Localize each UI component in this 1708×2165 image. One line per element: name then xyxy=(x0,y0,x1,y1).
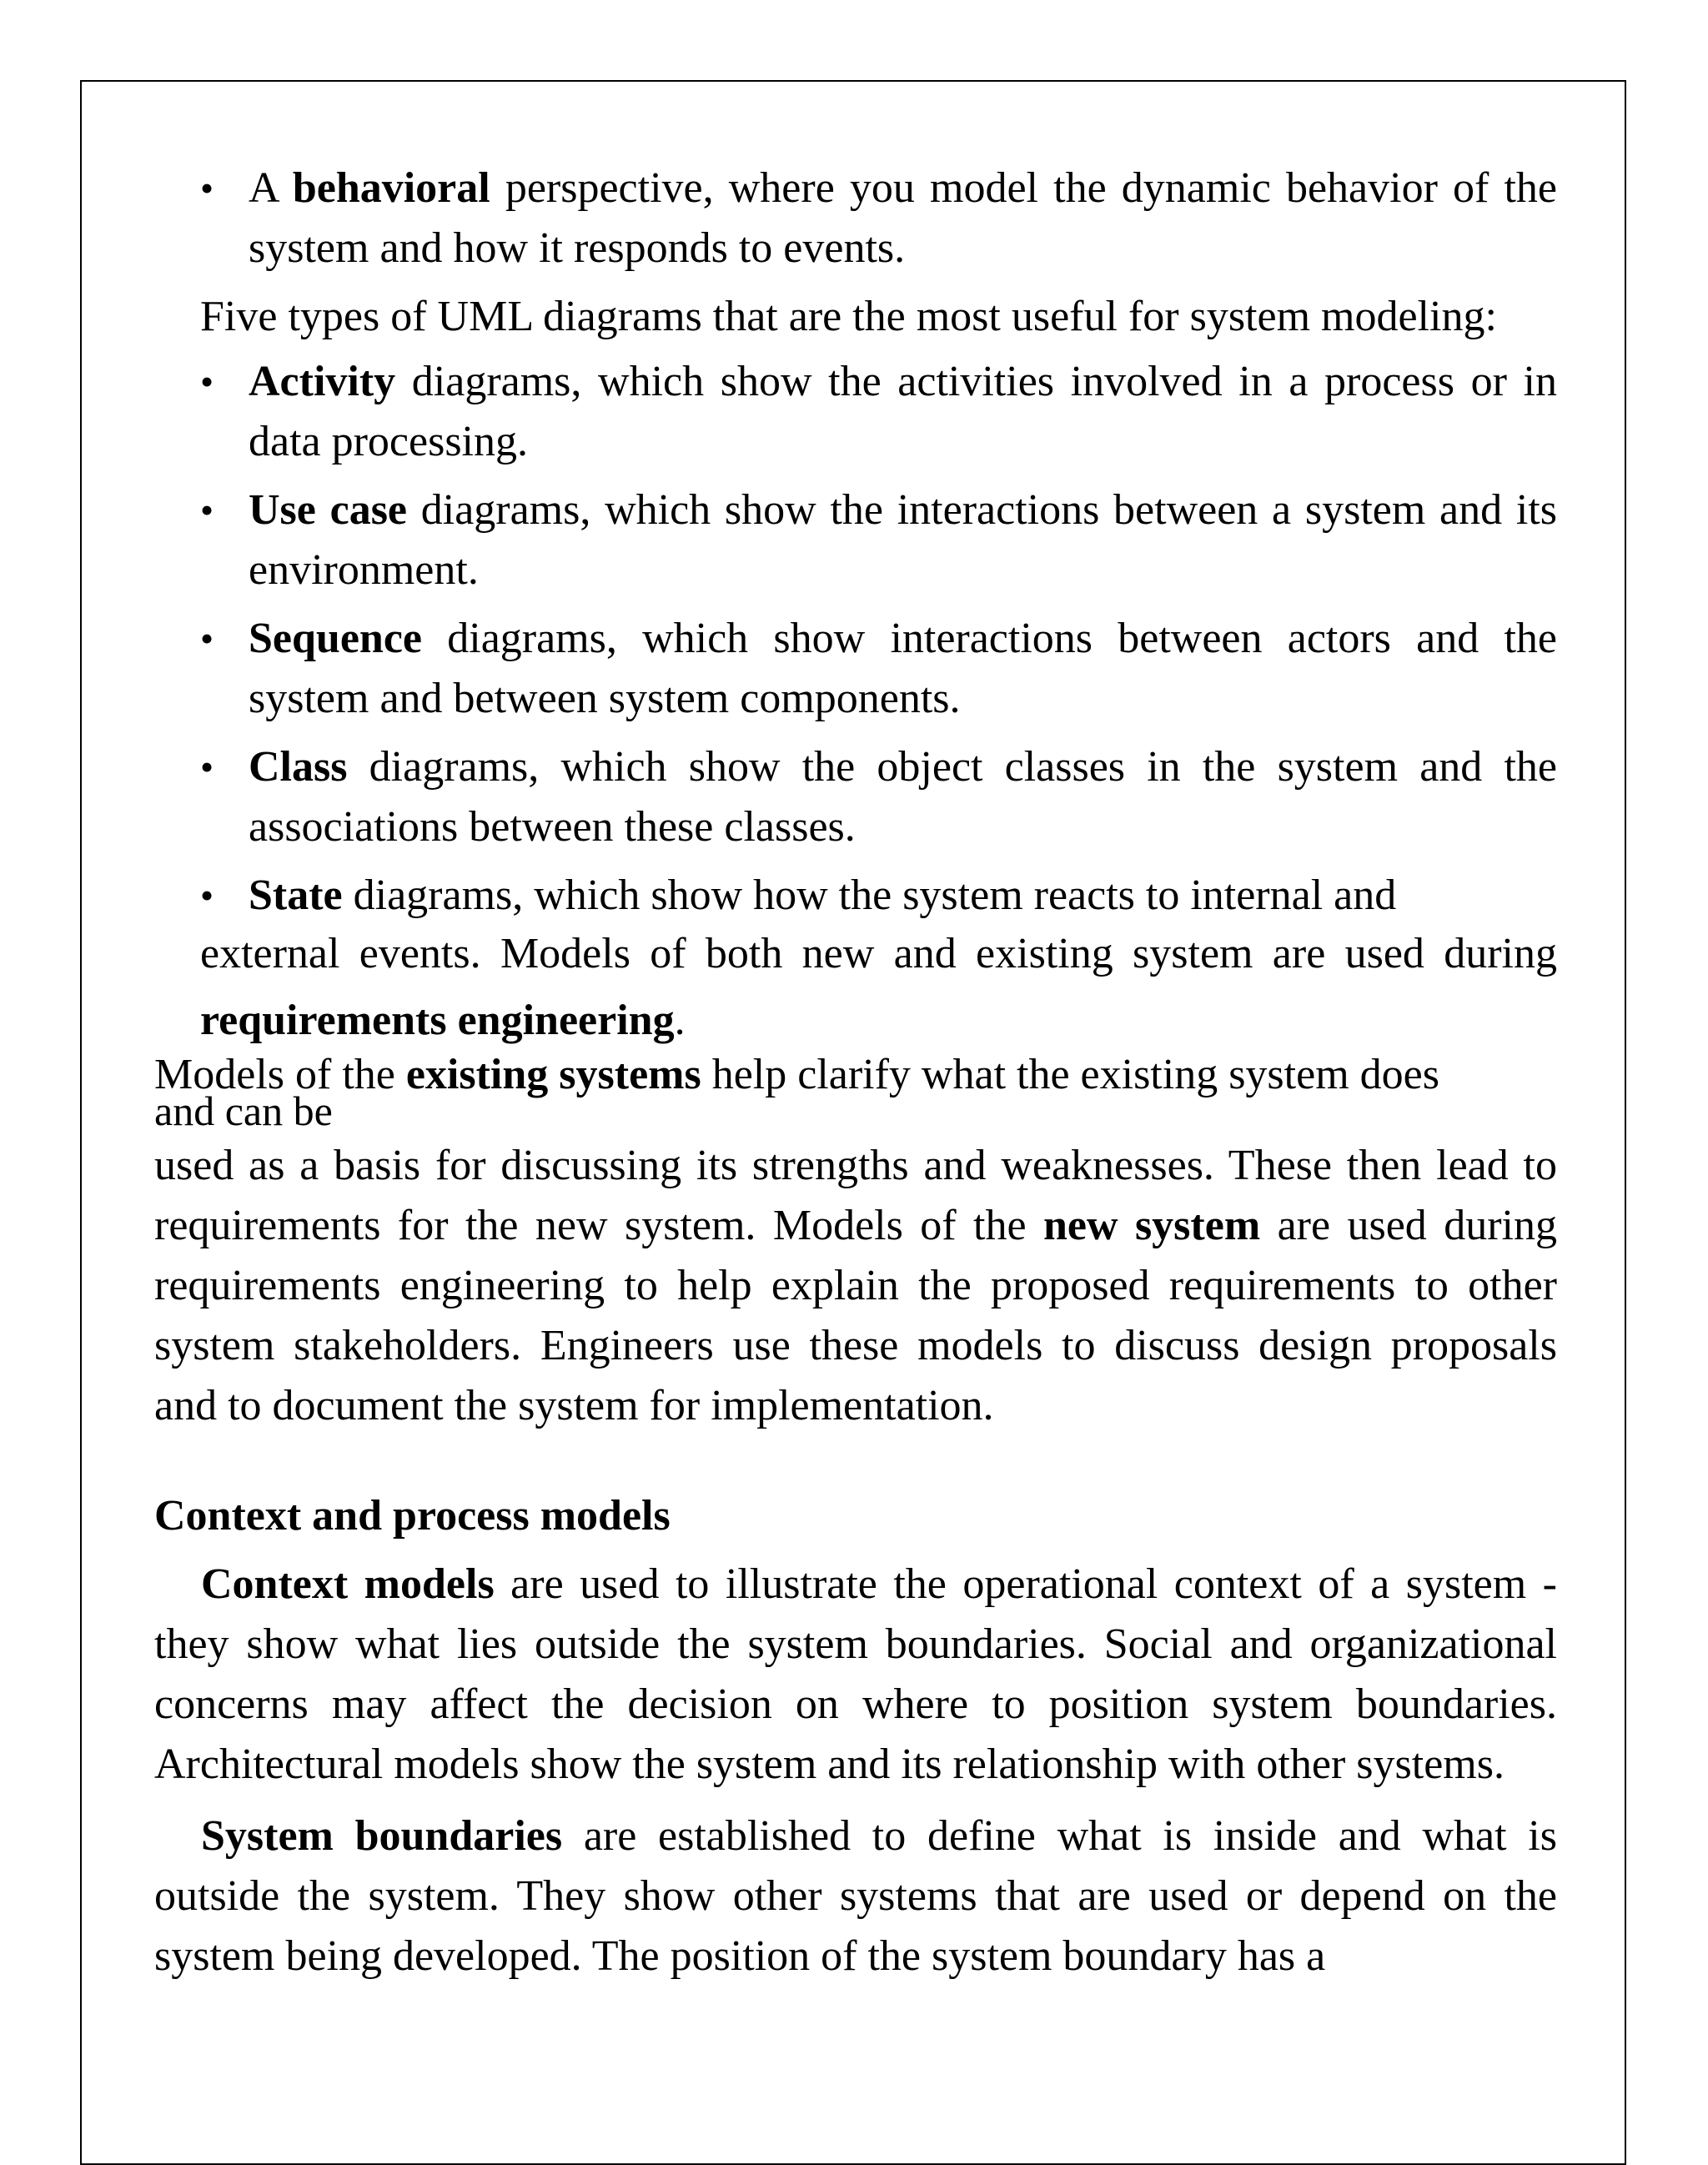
bullet-icon: • xyxy=(200,746,214,788)
uml-intro: Five types of UML diagrams that are the most useful for system modeling: xyxy=(200,293,1497,340)
term-use-case: Use case xyxy=(249,486,408,534)
list-item-behavioral: • A behavioral perspective, where you model the dynamic behavior of the system and how it responds to events. xyxy=(154,158,1557,279)
perspective-list xyxy=(154,158,1557,279)
bullet-icon: • xyxy=(200,874,214,917)
list-item-state: • State diagrams, which show how the system reacts to internal and xyxy=(154,866,1557,926)
term-context-models: Context models xyxy=(201,1560,495,1608)
list-item-activity: • Activity diagrams, which show the activities involved in a process or in data processing. xyxy=(154,352,1557,472)
existing-systems-paragraph: Models of the existing systems help clarify what the existing system does and can be xyxy=(154,1056,1557,1128)
term-sequence: Sequence xyxy=(249,615,422,662)
system-boundaries-paragraph: System boundaries are established to define what is inside and what is outside the system. They show other systems that are used or depend on the system being developed. The position of the system boundary has a xyxy=(154,1812,1557,1980)
term-behavioral: behavioral xyxy=(292,164,490,212)
term-class: Class xyxy=(249,743,348,791)
list-item-sequence: • Sequence diagrams, which show interactions between actors and the system and between system components. xyxy=(154,609,1557,729)
document-body xyxy=(154,158,1557,1987)
term-state: State xyxy=(249,872,343,919)
bullet-icon: • xyxy=(200,617,214,660)
context-models-paragraph: Context models are used to illustrate the operational context of a system - they show what lies outside the system boundaries. Social and organizational concerns may affect the decision on where to position system boundaries. Architectural models show the system and its relationship with other systems. xyxy=(154,1560,1557,1788)
bullet-icon: • xyxy=(200,360,214,403)
state-continuation: external events. Models of both new and existing system are used during requirements engineering. xyxy=(200,930,1557,1044)
term-system-boundaries: System boundaries xyxy=(201,1812,563,1860)
existing-paragraph-tail: and can be xyxy=(154,1088,333,1134)
list-item-class: • Class diagrams, which show the object classes in the system and the associations between these classes. xyxy=(154,737,1557,857)
list-item-use-case: • Use case diagrams, which show the interactions between a system and its environment. xyxy=(154,480,1557,600)
term-existing-systems: existing systems xyxy=(405,1051,701,1098)
uml-diagram-list xyxy=(154,352,1557,857)
bullet-icon: • xyxy=(200,489,214,531)
term-new-system: new system xyxy=(1042,1202,1261,1249)
term-requirements-engineering: requirements engineering xyxy=(200,997,675,1044)
term-activity: Activity xyxy=(249,358,396,405)
section-title: Context and process models xyxy=(154,1492,671,1540)
new-system-paragraph: used as a basis for discussing its strengths and weaknesses. These then lead to requirements for the new system. Models of the new system are used during requirements engineering to help explain the proposed requirements to other system stakeholders. Engineers use these models to discuss design proposals and to document the system for implementation. xyxy=(154,1142,1557,1429)
bullet-icon: • xyxy=(200,167,214,209)
